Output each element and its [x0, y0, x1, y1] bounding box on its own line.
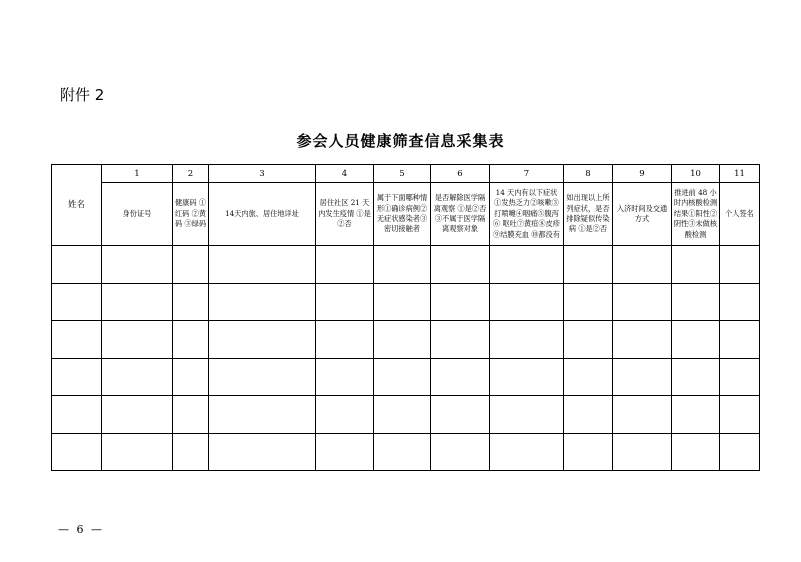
entry-cell[interactable] [102, 283, 173, 321]
entry-cell[interactable] [564, 283, 613, 321]
case-type-header: 属于下面哪种情形①确诊病例②无症状感染者③密切接触者 [374, 183, 431, 246]
entry-cell[interactable] [209, 396, 316, 434]
entry-cell[interactable] [720, 321, 760, 359]
entry-cell[interactable] [374, 396, 431, 434]
column-number: 10 [672, 165, 720, 183]
column-number: 1 [102, 165, 173, 183]
column-number: 7 [490, 165, 564, 183]
arrival-transport-header: 入济时间及交通方式 [613, 183, 672, 246]
column-number: 8 [564, 165, 613, 183]
health-code-header: 健康码 ①红码 ②黄码 ③绿码 [173, 183, 209, 246]
entry-cell[interactable] [672, 396, 720, 434]
entry-cell[interactable] [52, 433, 102, 471]
table-row [52, 396, 760, 434]
entry-cell[interactable] [490, 321, 564, 359]
quarantine-release-header: 是否解除医学隔离观察 ①是②否③不属于医学隔离观察对象 [431, 183, 490, 246]
table-row [52, 358, 760, 396]
id-number-header: 身份证号 [102, 183, 173, 246]
entry-cell[interactable] [374, 433, 431, 471]
column-number: 5 [374, 165, 431, 183]
page-number: — 6 — [58, 523, 104, 536]
entry-cell[interactable] [52, 283, 102, 321]
entry-cell[interactable] [316, 358, 374, 396]
entry-cell[interactable] [209, 283, 316, 321]
entry-cell[interactable] [564, 433, 613, 471]
entry-cell[interactable] [52, 246, 102, 284]
entry-cell[interactable] [173, 358, 209, 396]
entry-cell[interactable] [431, 396, 490, 434]
entry-cell[interactable] [173, 246, 209, 284]
entry-cell[interactable] [672, 283, 720, 321]
entry-cell[interactable] [173, 433, 209, 471]
entry-cell[interactable] [52, 396, 102, 434]
column-number: 2 [173, 165, 209, 183]
entry-cell[interactable] [209, 433, 316, 471]
entry-cell[interactable] [374, 358, 431, 396]
entry-cell[interactable] [564, 246, 613, 284]
entry-cell[interactable] [720, 358, 760, 396]
entry-cell[interactable] [316, 246, 374, 284]
attachment-label: 附件 2 [60, 86, 105, 104]
entry-cell[interactable] [720, 396, 760, 434]
exclude-infection-header: 如出现以上所列症状，是否排除疑似传染病 ①是②否 [564, 183, 613, 246]
entry-cell[interactable] [173, 396, 209, 434]
entry-cell[interactable] [672, 321, 720, 359]
entry-cell[interactable] [490, 283, 564, 321]
column-number: 4 [316, 165, 374, 183]
table-row [52, 283, 760, 321]
entry-cell[interactable] [316, 433, 374, 471]
entry-cell[interactable] [52, 358, 102, 396]
entry-cell[interactable] [316, 283, 374, 321]
table-row [52, 321, 760, 359]
entry-cell[interactable] [490, 246, 564, 284]
screening-table [51, 164, 760, 471]
entry-cell[interactable] [564, 396, 613, 434]
entry-cell[interactable] [490, 396, 564, 434]
entry-cell[interactable] [720, 433, 760, 471]
entry-cell[interactable] [672, 246, 720, 284]
entry-cell[interactable] [564, 358, 613, 396]
column-number: 11 [720, 165, 760, 183]
column-number: 3 [209, 165, 316, 183]
entry-cell[interactable] [102, 433, 173, 471]
entry-cell[interactable] [374, 321, 431, 359]
entry-cell[interactable] [102, 396, 173, 434]
entry-cell[interactable] [209, 321, 316, 359]
entry-cell[interactable] [209, 358, 316, 396]
entry-cell[interactable] [431, 283, 490, 321]
entry-cell[interactable] [173, 321, 209, 359]
entry-cell[interactable] [672, 358, 720, 396]
entry-cell[interactable] [613, 246, 672, 284]
form-title: 参会人员健康筛查信息采集表 [296, 132, 505, 150]
entry-cell[interactable] [431, 358, 490, 396]
entry-cell[interactable] [374, 283, 431, 321]
entry-cell[interactable] [720, 283, 760, 321]
entry-cell[interactable] [102, 321, 173, 359]
entry-cell[interactable] [613, 358, 672, 396]
name-header: 姓名 [52, 165, 102, 246]
entry-cell[interactable] [102, 358, 173, 396]
entry-cell[interactable] [316, 321, 374, 359]
table-row [52, 246, 760, 284]
entry-cell[interactable] [374, 246, 431, 284]
entry-cell[interactable] [316, 396, 374, 434]
signature-header: 个人签名 [720, 183, 760, 246]
entry-cell[interactable] [613, 321, 672, 359]
entry-cell[interactable] [209, 246, 316, 284]
symptoms-header: 14 天内有以下症状 ①发热乏力②咳嗽③打喷嚏④咽痛⑤腹泻⑥ 呕吐⑦黄疸⑧皮疹⑨结膜充血 ⑩都没有 [490, 183, 564, 246]
entry-cell[interactable] [431, 321, 490, 359]
entry-cell[interactable] [613, 283, 672, 321]
nucleic-test-header: 推进前 48 小时内核酸检测结果①阳性②阴性③未做核酸检测 [672, 183, 720, 246]
entry-cell[interactable] [490, 358, 564, 396]
column-header-row [52, 183, 760, 246]
travel-address-header: 14天内旅、居住地详址 [209, 183, 316, 246]
entry-cell[interactable] [431, 433, 490, 471]
entry-cell[interactable] [613, 433, 672, 471]
community-outbreak-header: 居住社区 21 天内发生疫情 ①是②否 [316, 183, 374, 246]
entry-cell[interactable] [672, 433, 720, 471]
entry-cell[interactable] [102, 246, 173, 284]
entry-cell[interactable] [490, 433, 564, 471]
entry-cell[interactable] [431, 246, 490, 284]
entry-cell[interactable] [52, 321, 102, 359]
table-row [52, 433, 760, 471]
column-number-row [52, 165, 760, 183]
column-number: 9 [613, 165, 672, 183]
column-number: 6 [431, 165, 490, 183]
entry-cell[interactable] [613, 396, 672, 434]
entry-cell[interactable] [564, 321, 613, 359]
entry-cell[interactable] [720, 246, 760, 284]
entry-cell[interactable] [173, 283, 209, 321]
